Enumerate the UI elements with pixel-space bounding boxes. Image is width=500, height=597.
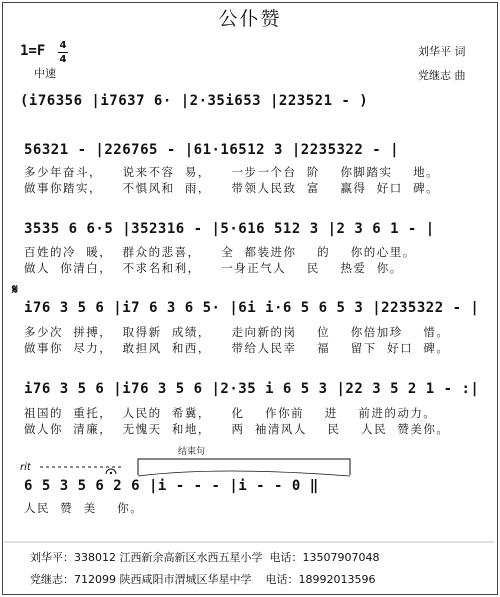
notation-row-4: i76 3 5 6 |i76 3 5 6 |2·35 i 6 5 3 |22 3 5 2 1 - :| <box>24 381 480 397</box>
tie-arc <box>138 471 350 476</box>
lyric-line-3a: 多少次 拼搏， 取得新 成绩， 走向新的岗 位 你倍加珍 惜。 <box>24 325 450 339</box>
time-signature: 4 4 <box>59 40 67 65</box>
notation-row-2: 3535 6 6·5 |352316 - |5·616 512 3 |2 3 6 1 - | <box>24 221 435 237</box>
notation-row-intro: (i76356 |i7637 6· |2·35i653 |223521 - ) <box>20 93 369 109</box>
lyric-line-1b: 做事你踏实， 不惧风和 雨， 带领人民致 富 赢得 好口 碑。 <box>24 181 440 195</box>
lyric-line-3b: 做事你 尽力， 敢担风 和西， 带给人民幸 福 留下 好口 碑。 <box>24 341 450 355</box>
ending-label: 结束句 <box>178 447 206 457</box>
notation-row-3: i76 3 5 6 |i7 6 3 6 5· |6i i·6 5 6 5 3 |2235322 - | <box>24 300 480 316</box>
fermata-dot <box>110 472 112 474</box>
key-signature: 1=F <box>20 43 46 59</box>
lyric-line-4b: 做人你 清廉， 无愧天 和地， 两 袖清风人 民 人民 赞美你。 <box>24 422 450 436</box>
lyric-line-1a: 多少年奋斗， 说来不容 易， 一步一个台 阶 你脚踏实 地。 <box>24 165 440 179</box>
lyric-line-2b: 做人 你清白， 不求名和利， 一身正气人 民 热爱 你。 <box>24 261 403 275</box>
tempo-marking: 中速 <box>34 67 56 80</box>
contact-line-composer: 党继志：712099 陕西咸阳市渭城区华星中学 电话：18992013596 <box>30 573 376 586</box>
contact-line-lyricist: 刘华平：338012 江西新余高新区水西五星小学 电话：13507907048 <box>30 551 380 564</box>
notation-row-1: 56321 - |226765 - |61·16512 3 |2235322 - | <box>24 142 400 158</box>
song-title: 公仆赞 <box>218 8 282 30</box>
lyric-line-ending: 人民 赞 美 你。 <box>24 501 144 515</box>
lyric-line-2a: 百姓的冷 暖， 群众的悲喜， 全 都装进你 的 你的心里。 <box>24 245 416 259</box>
lyricist-credit: 刘华平 词 <box>418 45 466 58</box>
segno-sign: 𝄋 <box>12 282 19 298</box>
rit-marking: rit <box>20 462 31 473</box>
notation-row-ending: 6 5 3 5 6 2 6 |i - - - |i - - 0 ‖ <box>24 478 319 494</box>
composer-credit: 党继志 曲 <box>418 69 466 82</box>
lyric-line-4a: 祖国的 重托， 人民的 希冀， 化 作你前 进 前进的动力。 <box>24 406 437 420</box>
